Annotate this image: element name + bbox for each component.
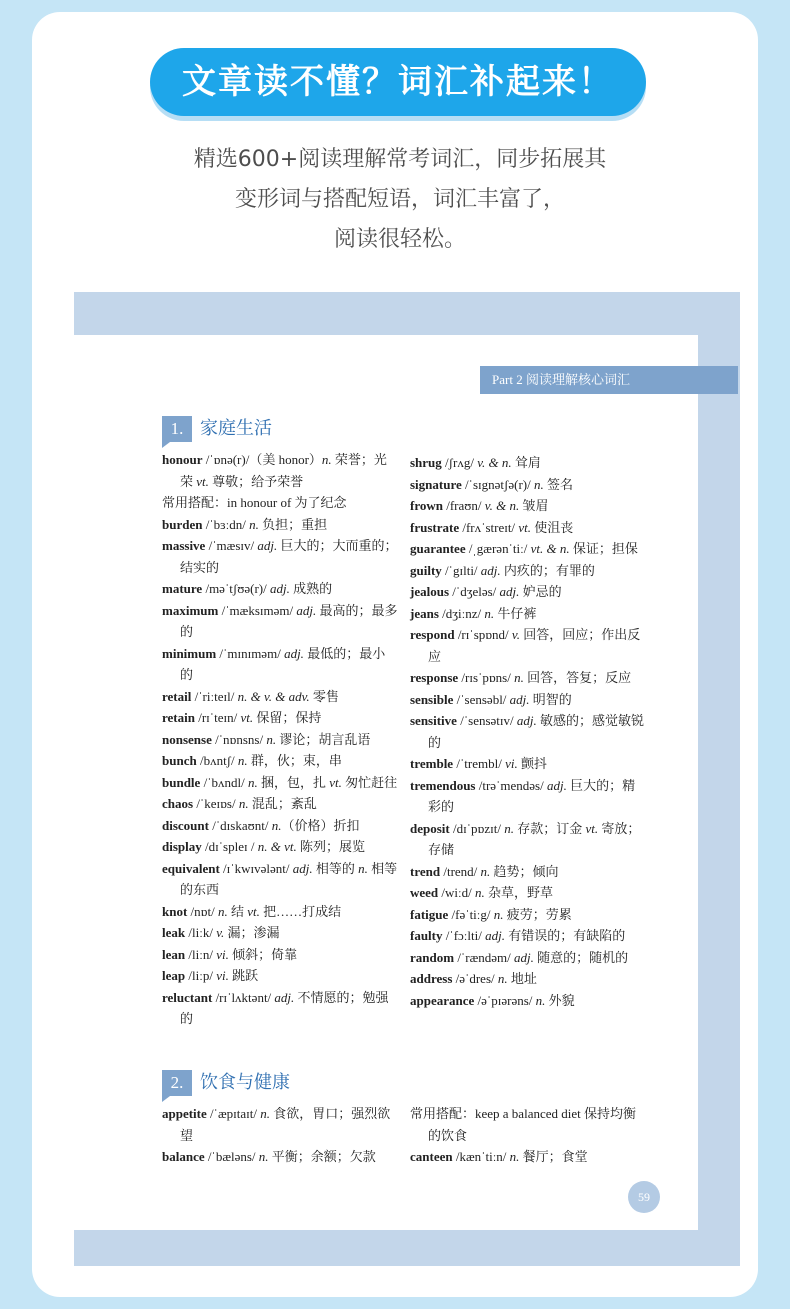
part-of-speech: n. xyxy=(260,1106,270,1121)
vocab-phonetic: /ˈbʌndl/ xyxy=(200,774,248,790)
vocab-entry xyxy=(410,581,646,603)
vocab-meaning: 成熟的 xyxy=(289,581,333,596)
part-of-speech: adj. xyxy=(509,691,530,707)
vocab-meaning: 外貌 xyxy=(545,992,575,1008)
vocab-meaning: 不情愿的；勉强的 xyxy=(180,989,389,1026)
part-of-speech: adj. xyxy=(269,581,290,596)
vocab-phonetic: /liːk/ xyxy=(185,925,217,940)
vocab-meaning: 妒忌的 xyxy=(519,584,562,599)
vocab-entry xyxy=(162,1146,398,1168)
vocab-word: sensitive xyxy=(410,713,457,728)
vocab-meaning: 保证；担保 xyxy=(569,541,638,556)
vocab-meaning: 杂草，野草 xyxy=(484,885,554,900)
vocab-entry xyxy=(162,514,398,536)
vocab-entry xyxy=(162,901,398,923)
vocab-entry xyxy=(410,968,646,990)
vocab-word: minimum xyxy=(162,645,217,661)
vocab-entry xyxy=(410,753,646,775)
vocab-meaning: 零售 xyxy=(309,688,339,704)
vocab-entry xyxy=(410,517,646,539)
vocab-entry xyxy=(410,710,646,753)
vocab-phonetic: /əˈpɪərəns/ xyxy=(474,992,536,1008)
vocab-word: fatigue xyxy=(410,906,449,922)
part-of-speech: n. xyxy=(475,885,485,900)
vocab-word: sensible xyxy=(410,691,454,707)
part-of-speech: adj. xyxy=(546,777,567,793)
vocab-word: respond xyxy=(410,627,455,642)
vocab-word: knot xyxy=(162,903,188,919)
vocab-meaning: 寄放；存储 xyxy=(428,820,641,857)
section-title: 饮食与健康 xyxy=(200,1072,290,1093)
vocab-entry xyxy=(410,775,646,818)
vocab-meaning: 颤抖 xyxy=(517,756,547,771)
vocab-entry xyxy=(162,643,398,686)
vocab-word: appetite xyxy=(162,1106,207,1121)
vocab-meaning: 最高的；最多的 xyxy=(180,602,398,639)
vocab-entry xyxy=(410,925,646,947)
part-of-speech: adj. xyxy=(499,584,520,599)
vocab-word: maximum xyxy=(162,602,219,618)
vocab-meaning: 存款；订金 xyxy=(513,820,586,836)
part-of-speech: n. xyxy=(514,670,524,685)
vocab-phonetic: /ˈkeɪɒs/ xyxy=(193,796,239,811)
vocab-entry xyxy=(410,990,646,1012)
vocab-meaning: 漏；渗漏 xyxy=(224,925,280,940)
vocab-word: mature xyxy=(162,581,203,596)
vocab-meaning: 回答，回应；作出反应 xyxy=(428,627,641,664)
vocab-entry xyxy=(410,560,646,582)
vocab-meaning: 谬论；胡言乱语 xyxy=(276,731,371,747)
part-of-speech: n. xyxy=(497,971,508,986)
part-of-speech: adj. xyxy=(296,602,317,618)
vocab-phonetic: /ˈsensətɪv/ xyxy=(456,713,517,728)
vocab-column-right xyxy=(410,1103,646,1168)
headline-banner: 文章读不懂？词汇补起来！ xyxy=(150,48,646,116)
vocab-word: weed xyxy=(410,885,439,900)
part-of-speech: adj. xyxy=(516,713,537,728)
vocab-meaning: 匆忙赶往 xyxy=(341,774,398,790)
vocab-phonetic: /ˈriːteɪl/ xyxy=(191,688,238,704)
part-of-speech: n. xyxy=(509,1149,520,1164)
vocab-meaning: 尊敬；给予荣誉 xyxy=(208,473,304,489)
page-number: 59 xyxy=(628,1181,660,1213)
part-of-speech: n. xyxy=(321,452,332,467)
vocab-meaning: 捆，包，扎 xyxy=(257,774,330,790)
part-of-speech: adj. xyxy=(514,949,534,965)
vocab-phonetic: /rɪˈspɒnd/ xyxy=(454,627,512,642)
vocab-meaning: 有错误的；有缺陷的 xyxy=(504,928,626,943)
vocab-meaning: （价格）折扣 xyxy=(281,817,360,833)
part-of-speech: n. xyxy=(480,863,491,879)
vocab-entry xyxy=(410,1103,646,1146)
vocab-word: bundle xyxy=(162,774,201,790)
part-of-speech: vt. xyxy=(247,903,260,919)
intro-line: 精选600+阅读理解常考词汇，同步拓展其 xyxy=(193,147,607,172)
part-label: Part 2 阅读理解核心词汇 xyxy=(480,366,738,394)
vocab-column-left xyxy=(162,449,398,1030)
vocab-meaning: 巨大的；大而重的；结实的 xyxy=(180,538,398,575)
part-of-speech: adj. xyxy=(480,562,501,578)
vocab-word: retail xyxy=(162,688,192,704)
vocab-phonetic: /ˈdʒeləs/ xyxy=(449,584,500,599)
vocab-meaning: 回答，答复；反应 xyxy=(523,670,632,685)
section-number: 2. xyxy=(162,1070,192,1096)
vocab-phonetic: /ˈtrembl/ xyxy=(453,756,506,771)
vocab-entry xyxy=(162,578,398,600)
vocab-phonetic: /ˈfɔːlti/ xyxy=(442,928,486,943)
vocab-word: signature xyxy=(410,476,462,492)
vocab-meaning: 牛仔裤 xyxy=(494,605,537,621)
vocab-word: massive xyxy=(162,538,206,553)
vocab-phonetic: /bʌntʃ/ xyxy=(196,753,238,768)
vocab-meaning: 跳跃 xyxy=(228,968,259,983)
vocab-entry xyxy=(162,793,398,815)
vocab-phonetic: /fraʊn/ xyxy=(442,498,485,513)
part-of-speech: n. xyxy=(504,820,514,836)
vocab-phonetic: /dʒiːnz/ xyxy=(438,605,485,621)
vocab-entry xyxy=(162,815,398,837)
vocab-phonetic: /frʌˈstreɪt/ xyxy=(459,519,519,535)
part-of-speech: vi. xyxy=(505,756,518,771)
part-of-speech: n. xyxy=(247,774,258,790)
vocab-meaning: 食欲，胃口；强烈欲望 xyxy=(180,1106,391,1143)
vocab-meaning: 最低的；最小的 xyxy=(180,645,386,682)
part-of-speech: n. & vt. xyxy=(257,839,297,854)
intro-line: 变形词与搭配短语，词汇丰富了， xyxy=(234,187,565,212)
vocab-meaning: 倾斜；倚靠 xyxy=(228,946,298,962)
vocab-word: burden xyxy=(162,516,203,532)
vocab-meaning: 相等的东西 xyxy=(180,860,398,897)
vocab-phonetic: /ˈæpɪtaɪt/ xyxy=(206,1106,261,1121)
vocab-meaning: 使沮丧 xyxy=(530,519,574,535)
vocab-word: appearance xyxy=(410,992,475,1008)
part-of-speech: n. xyxy=(266,731,277,747)
vocab-phonetic: /ˈgɪlti/ xyxy=(441,562,481,578)
vocab-phonetic: /ˈnɒnsns/ xyxy=(211,731,267,747)
vocab-phonetic: /nɒt/ xyxy=(187,903,218,919)
vocab-entry xyxy=(162,535,398,578)
vocab-word: jeans xyxy=(410,605,439,621)
vocab-phonetic: /məˈtʃʊə(r)/ xyxy=(202,581,270,596)
vocab-meaning: 内疚的；有罪的 xyxy=(500,562,595,578)
vocab-phonetic: /liːp/ xyxy=(185,968,217,983)
vocab-entry xyxy=(162,836,398,858)
vocab-meaning: 平衡；余额；欠款 xyxy=(268,1149,376,1164)
vocab-phonetic: /rɪˈteɪn/ xyxy=(194,710,241,725)
vocab-phonetic: /fəˈtiːg/ xyxy=(448,906,494,922)
part-of-speech: vt. xyxy=(196,473,209,489)
vocab-entry xyxy=(410,452,646,474)
vocab-entry xyxy=(410,495,646,517)
vocab-word: trend xyxy=(410,863,441,879)
vocab-meaning: 签名 xyxy=(543,476,573,492)
vocab-entry xyxy=(410,818,646,861)
vocab-phonetic: /liːn/ xyxy=(185,946,217,962)
vocab-meaning: 荣誉；光荣 xyxy=(180,452,387,489)
vocab-entry xyxy=(410,947,646,969)
vocab-entry xyxy=(162,922,398,944)
vocab-phonetic: /ˈmɪnɪməm/ xyxy=(216,645,285,661)
vocab-entry xyxy=(162,772,398,794)
vocab-word: jealous xyxy=(410,584,449,599)
part-of-speech: vt. xyxy=(240,710,254,725)
vocab-meaning: 趋势；倾向 xyxy=(490,863,559,879)
vocab-word: balance xyxy=(162,1149,205,1164)
vocab-meaning: 负担；重担 xyxy=(258,516,328,532)
vocab-phonetic: /ˈdɪskaʊnt/ xyxy=(208,817,272,833)
part-of-speech: vi. xyxy=(216,968,229,983)
vocab-meaning: 保留；保持 xyxy=(253,710,322,725)
vocab-meaning: 明智的 xyxy=(529,691,572,707)
part-of-speech: n. xyxy=(258,1149,269,1164)
vocab-word: random xyxy=(410,949,455,965)
vocab-phonetic: /kænˈtiːn/ xyxy=(452,1149,510,1164)
part-of-speech: n. xyxy=(271,817,282,833)
vocab-word: retain xyxy=(162,710,195,725)
vocab-word: canteen xyxy=(410,1149,453,1164)
vocab-phonetic: /əˈdres/ xyxy=(452,971,498,986)
vocab-word: tremendous xyxy=(410,777,476,793)
vocab-entry xyxy=(162,707,398,729)
vocab-meaning: 敏感的；感觉敏锐的 xyxy=(428,713,645,750)
vocab-meaning: 疲劳；劳累 xyxy=(503,906,572,922)
vocab-entry xyxy=(162,965,398,987)
vocab-word: frustrate xyxy=(410,519,460,535)
part-of-speech: adj. xyxy=(257,538,278,553)
vocab-meaning: 皱眉 xyxy=(519,498,549,513)
vocab-phonetic: /ˈmæksɪməm/ xyxy=(218,602,297,618)
vocab-phonetic: /rɪsˈpɒns/ xyxy=(458,670,515,685)
vocab-word: guarantee xyxy=(410,541,466,556)
vocab-entry xyxy=(410,667,646,689)
vocab-entry xyxy=(410,474,646,496)
vocab-entry xyxy=(162,729,398,751)
vocab-word: discount xyxy=(162,817,209,833)
part-of-speech: vt. xyxy=(518,519,531,535)
part-of-speech: adj. xyxy=(284,645,304,661)
vocab-entry xyxy=(162,492,398,514)
vocab-meaning: 随意的；随机的 xyxy=(533,949,629,965)
vocab-phonetic: /ˌgærənˈtiː/ xyxy=(465,541,531,556)
part-of-speech: n. xyxy=(493,906,504,922)
vocab-phonetic: /ˈmæsɪv/ xyxy=(205,538,258,553)
vocab-word: honour xyxy=(162,452,203,467)
vocab-phonetic: /trəˈmendəs/ xyxy=(475,777,547,793)
vocab-entry xyxy=(410,1146,646,1168)
vocab-word: leak xyxy=(162,925,186,940)
vocab-entry xyxy=(162,944,398,966)
vocab-entry xyxy=(162,750,398,772)
vocab-meaning: 结 xyxy=(227,903,248,919)
vocab-meaning: 巨大的；精彩的 xyxy=(428,777,636,814)
vocab-word: reluctant xyxy=(162,989,213,1005)
vocab-meaning: 混乱；紊乱 xyxy=(248,796,317,811)
intro-line: 阅读很轻松。 xyxy=(333,227,466,252)
vocab-word: tremble xyxy=(410,756,454,771)
part-of-speech: n. xyxy=(358,860,368,876)
vocab-phonetic: /ʃrʌg/ xyxy=(441,455,478,470)
vocab-phonetic: /dɪˈpɒzɪt/ xyxy=(449,820,505,836)
vocab-entry xyxy=(162,858,398,901)
part-of-speech: vt. & n. xyxy=(530,541,570,556)
vocab-word: faulty xyxy=(410,928,443,943)
section-number: 1. xyxy=(162,416,192,442)
vocab-word: bunch xyxy=(162,753,197,768)
vocab-phonetic: /rɪˈlʌktənt/ xyxy=(212,989,275,1005)
vocab-entry xyxy=(410,882,646,904)
part-of-speech: adj. xyxy=(485,928,505,943)
vocab-entry xyxy=(410,861,646,883)
intro-text xyxy=(100,140,700,260)
vocab-phonetic: /ˈsɪgnətʃə(r)/ xyxy=(461,476,534,492)
vocab-entry xyxy=(162,686,398,708)
vocab-phonetic: /ˈɒnə(r)/（美 honor） xyxy=(202,452,322,467)
vocab-meaning: 耸肩 xyxy=(511,455,541,470)
vocab-meaning: 地址 xyxy=(507,971,537,986)
vocab-phonetic: /dɪˈspleɪ / xyxy=(201,839,258,854)
vocab-phonetic: /ˈsensəbl/ xyxy=(453,691,510,707)
part-of-speech: n. xyxy=(533,476,544,492)
vocab-phonetic: /wiːd/ xyxy=(438,885,476,900)
vocab-entry xyxy=(162,600,398,643)
part-of-speech: adj. xyxy=(274,989,295,1005)
vocab-entry xyxy=(410,538,646,560)
vocab-entry xyxy=(162,987,398,1030)
part-of-speech: adj. xyxy=(292,860,313,876)
vocab-entry xyxy=(162,449,398,492)
vocab-word: deposit xyxy=(410,820,450,836)
vocab-word: leap xyxy=(162,968,186,983)
vocab-column-right xyxy=(410,452,646,1011)
vocab-word: equivalent xyxy=(162,860,220,876)
vocab-entry xyxy=(410,689,646,711)
vocab-meaning: 餐厅；食堂 xyxy=(519,1149,588,1164)
part-of-speech: n. xyxy=(535,992,546,1008)
part-of-speech: v. & n. xyxy=(484,498,520,513)
part-of-speech: v. xyxy=(216,925,225,940)
vocab-meaning: 陈列；展览 xyxy=(296,839,365,854)
part-of-speech: v. xyxy=(511,627,520,642)
vocab-word: shrug xyxy=(410,455,442,470)
part-of-speech: v. & n. xyxy=(477,455,512,470)
vocab-word: frown xyxy=(410,498,443,513)
vocab-phonetic: /ˈrændəm/ xyxy=(454,949,514,965)
vocab-word: lean xyxy=(162,946,186,962)
vocab-word: address xyxy=(410,971,453,986)
vocab-phonetic: 常用搭配：in honour of 为了纪念 xyxy=(162,495,347,510)
section-title: 家庭生活 xyxy=(200,418,272,439)
vocab-meaning: 群，伙；束，串 xyxy=(247,753,342,768)
part-of-speech: n. xyxy=(237,753,248,768)
vocab-word: chaos xyxy=(162,796,194,811)
part-of-speech: vi. xyxy=(216,946,229,962)
vocab-column-left xyxy=(162,1103,398,1168)
vocab-word: guilty xyxy=(410,562,442,578)
vocab-phonetic: /ˈbæləns/ xyxy=(204,1149,259,1164)
vocab-phonetic: /ɪˈkwɪvələnt/ xyxy=(219,860,293,876)
vocab-word: display xyxy=(162,839,202,854)
part-of-speech: n. xyxy=(217,903,228,919)
vocab-phonetic: /ˈbɜːdn/ xyxy=(202,516,250,532)
part-of-speech: n. xyxy=(238,796,249,811)
vocab-meaning: 把……打成结 xyxy=(259,903,342,919)
vocab-entry xyxy=(162,1103,398,1146)
part-of-speech: n. xyxy=(484,605,495,621)
vocab-entry xyxy=(410,904,646,926)
part-of-speech: n. & v. & adv. xyxy=(237,688,310,704)
part-of-speech: vt. xyxy=(329,774,342,790)
vocab-meaning: 相等的 xyxy=(312,860,359,876)
part-of-speech: n. xyxy=(249,516,259,532)
vocab-word: nonsense xyxy=(162,731,212,747)
vocab-word: response xyxy=(410,670,459,685)
vocab-phonetic: /trend/ xyxy=(440,863,481,879)
vocab-entry xyxy=(410,624,646,667)
part-of-speech: vt. xyxy=(585,820,599,836)
vocab-entry xyxy=(410,603,646,625)
vocab-phonetic: 常用搭配：keep a balanced diet 保持均衡的饮食 xyxy=(410,1106,636,1143)
